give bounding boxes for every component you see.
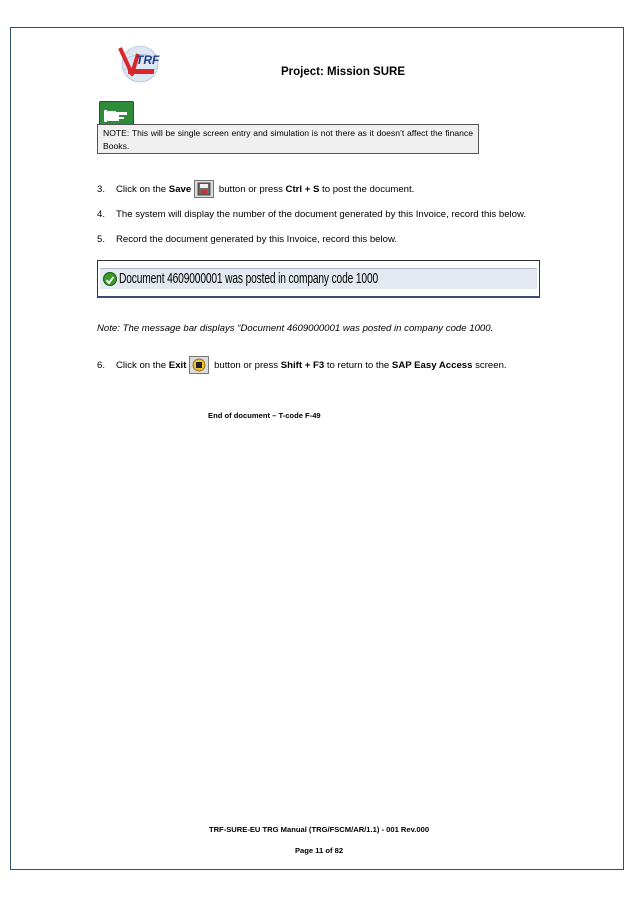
step-text: screen. xyxy=(472,360,507,371)
step-6 xyxy=(97,356,507,374)
footer-page-number: Page 11 of 82 xyxy=(294,846,344,855)
step-5 xyxy=(97,234,397,245)
end-of-document: End of document – T-code F-49 xyxy=(208,411,321,420)
svg-text:TRF: TRF xyxy=(136,53,160,67)
trf-logo xyxy=(112,42,168,88)
step-text: Click on the xyxy=(116,184,169,195)
step-text: to return to the xyxy=(324,360,392,371)
shortcut-label: Ctrl + S xyxy=(285,184,320,195)
step-number: 3. xyxy=(97,184,106,195)
step-text: to post the document. xyxy=(319,184,415,195)
step-3 xyxy=(97,180,414,198)
exit-label: Exit xyxy=(168,360,187,371)
status-message-bar xyxy=(97,260,540,298)
step-number: 5. xyxy=(97,234,106,245)
step-number: 4. xyxy=(97,209,106,220)
shortcut-label: Shift + F3 xyxy=(280,360,325,371)
save-label: Save xyxy=(168,184,192,195)
exit-icon xyxy=(189,356,209,374)
step-text: button or press xyxy=(211,360,281,371)
footer-manual-reference: TRF-SURE-EU TRG Manual (TRG/FSCM/AR/1.1) - 001 Rev.000 xyxy=(208,825,430,834)
status-message: Document 4609000001 was posted in company code 1000 xyxy=(119,270,379,287)
step-text: Record the document generated by this Invoice, record this below. xyxy=(116,234,398,245)
note-box: NOTE: This will be single screen entry and simulation is not there as it doesn’t affect the finance Books. xyxy=(97,124,479,154)
step-4 xyxy=(97,209,526,220)
step-text: button or press xyxy=(216,184,286,195)
figure-caption: Note: The message bar displays “Document 4609000001 was posted in company code 1000. xyxy=(97,323,494,334)
step-text: The system will display the number of the document generated by this Invoice, record this below. xyxy=(116,209,527,220)
step-text: Click on the xyxy=(116,360,169,371)
message-row xyxy=(100,268,537,289)
step-number: 6. xyxy=(97,360,106,371)
save-icon xyxy=(194,180,214,198)
screen-name: SAP Easy Access xyxy=(391,360,473,371)
page-title: Project: Mission SURE xyxy=(281,66,405,78)
success-check-icon xyxy=(103,272,117,286)
